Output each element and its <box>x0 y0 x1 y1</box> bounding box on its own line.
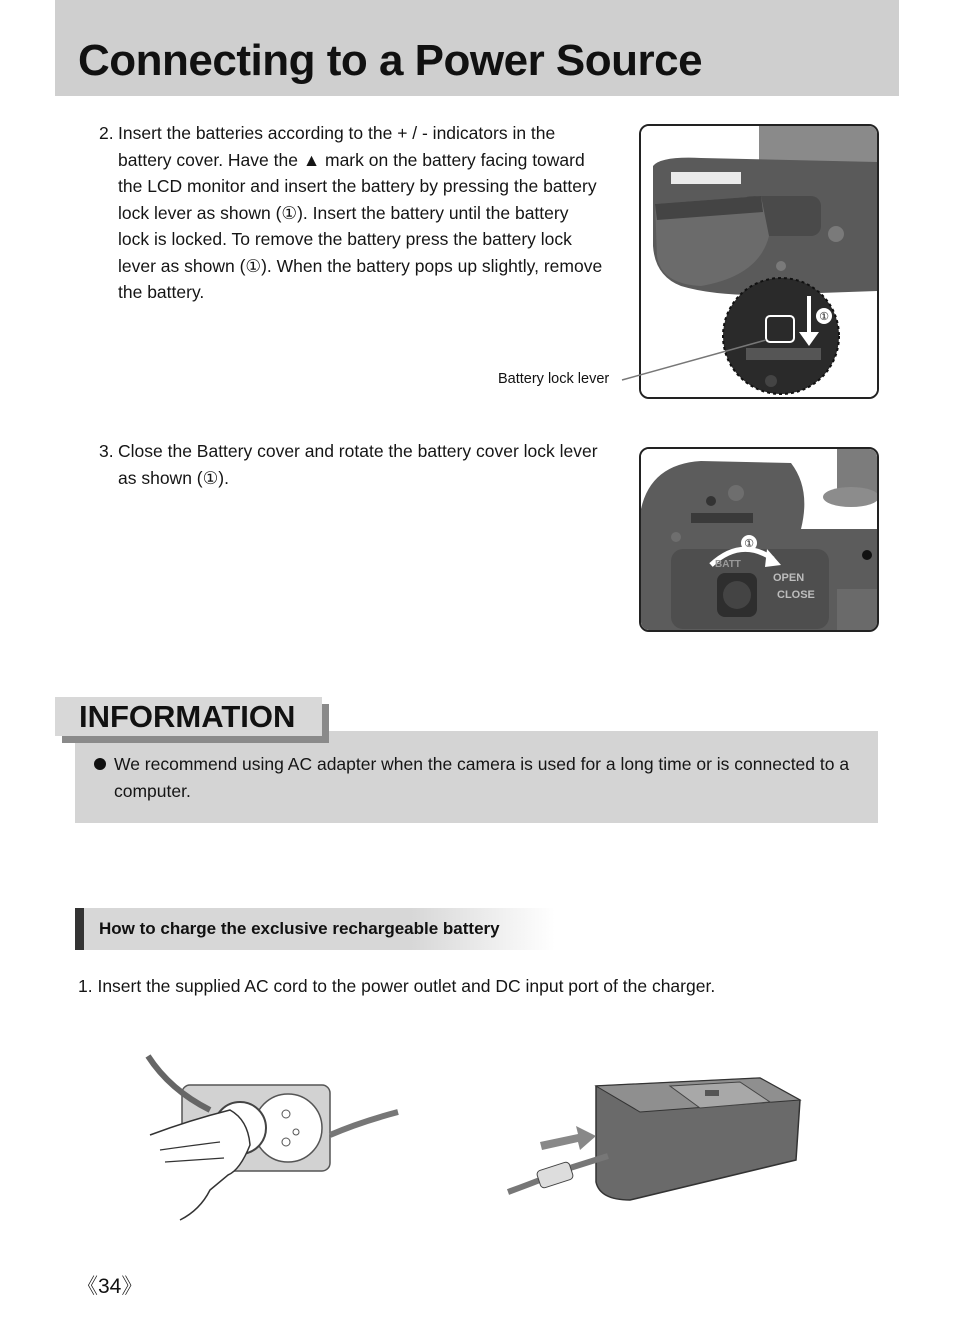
battery-lock-lever-callout: Battery lock lever <box>498 371 610 387</box>
section-title: How to charge the exclusive rechargeable battery <box>99 919 500 938</box>
section-bar-accent <box>75 908 84 950</box>
battery-compartment-photo <box>639 124 879 399</box>
photo2-close-label: CLOSE <box>777 589 815 601</box>
step-3-number: 3. <box>99 441 114 461</box>
power-outlet-illustration <box>140 1050 402 1225</box>
photo2-mark: ① <box>744 537 754 550</box>
page-title: Connecting to a Power Source <box>78 36 703 85</box>
battery-compartment-image <box>641 126 877 397</box>
battery-cover-lock-image <box>641 449 877 630</box>
step-3-text: Close the Battery cover and rotate the battery cover lock lever as shown (①). <box>118 441 598 488</box>
charge-step-1: 1. Insert the supplied AC cord to the power outlet and DC input port of the charger. <box>78 976 716 996</box>
step-2 <box>99 120 604 306</box>
photo2-open-label: OPEN <box>773 572 805 584</box>
bullet-icon <box>94 758 106 770</box>
battery-cover-lock-photo <box>639 447 879 632</box>
step-2-text: Insert the batteries according to the + / - indicators in the battery cover. Have the ▲ mark on the battery facing toward the LCD monitor and insert the battery by pressing the battery lock lever as shown (①). Insert the battery until the battery lock is locked. To remove the battery press the battery lock lever as shown (①). When the battery pops up slightly, remove the battery. <box>118 123 603 302</box>
step-2-number: 2. <box>99 123 114 143</box>
photo2-batt-label: BATT <box>715 559 741 570</box>
step-3 <box>99 438 604 491</box>
page-number: 《34》 <box>77 1275 143 1298</box>
photo1-mark: ① <box>819 310 829 323</box>
information-text: We recommend using AC adapter when the camera is used for a long time or is connected to a computer. <box>114 754 850 801</box>
information-title: INFORMATION <box>79 699 296 734</box>
battery-charger-illustration <box>500 1072 805 1202</box>
